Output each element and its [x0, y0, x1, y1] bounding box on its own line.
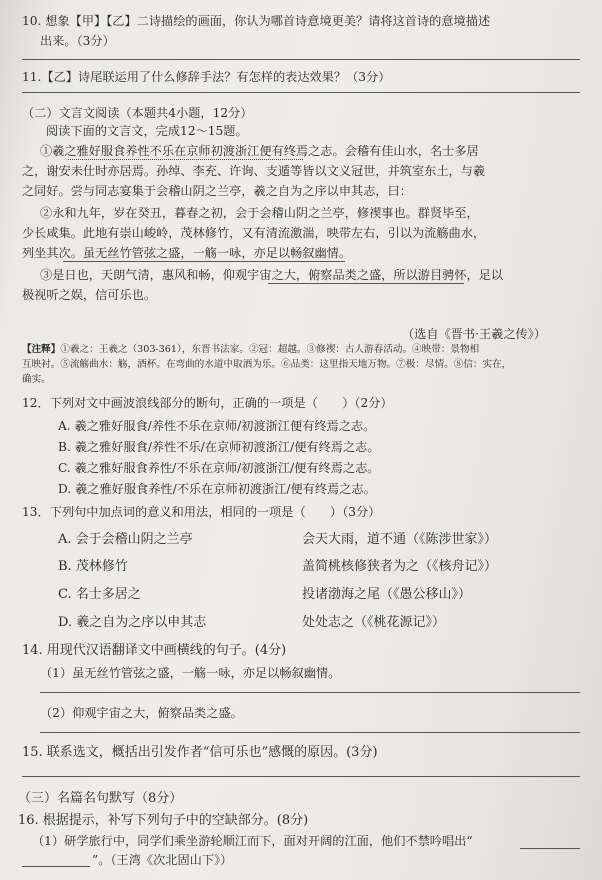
translation-underline-mark	[63, 261, 345, 262]
q16-item1-line2: ”。（王湾《次北固山下》）	[92, 853, 233, 867]
section3-title: （三）名篇名句默写（8分）	[18, 791, 183, 806]
answer-line	[22, 92, 580, 93]
passage-p1-line2: 之，谢安未仕时亦居焉。孙绰、李充、许询、支遁等皆以文义冠世，并筑室东土，与羲	[22, 164, 486, 178]
answer-line	[40, 692, 580, 693]
passage-p3-line1: ③是日也，天朗气清，惠风和畅，仰观宇宙之大，俯察品类之盛，所以游目骋怀，足以	[40, 268, 504, 282]
passage-p2-line2: 少长咸集。此地有崇山峻岭，茂林修竹，又有清流激湍，映带左右，引以为流觞曲水，	[22, 226, 486, 240]
wavy-underline-mark	[68, 159, 303, 160]
notes-label: 【注释】	[22, 344, 61, 355]
q13-stem: 13．下列句中加点词的意义和用法，相同的一项是（ ）（3分）	[22, 505, 381, 519]
q13-option-d-left: D. 羲之自为之序以申其志	[58, 615, 207, 630]
q12-stem: 12．下列对文中画波浪线部分的断句，正确的一项是（ ）（2分）	[22, 396, 393, 410]
notes-line1: ①羲之：王羲之（303-361），东晋书法家。②冠：超越。③修禊：古人游春活动。④映带：景物相	[60, 344, 480, 355]
q12-option-d: D. 羲之雅好服食养性/不乐在京师初渡浙江/便有终焉之志。	[58, 482, 376, 496]
passage-p2-line3: 列坐其次。虽无丝竹管弦之盛，一觞一咏，亦足以畅叙幽情。	[22, 246, 352, 260]
q14-item1: （1）虽无丝竹管弦之盛，一觞一咏，亦足以畅叙幽情。	[40, 666, 341, 680]
q12-option-c: C. 羲之雅好服食养性/不乐在京师/初渡浙江/便有终焉之志。	[58, 461, 380, 475]
blank-line	[22, 866, 90, 867]
passage-source: （选自《晋书·王羲之传》）	[402, 327, 547, 341]
q13-option-b-left: B. 茂林修竹	[58, 559, 128, 574]
q14-stem: 14. 用现代汉语翻译文中画横线的句子。(4分)	[22, 643, 287, 658]
q12-option-b: B. 羲之雅好服食/养性不乐/在京师初渡浙江/便有终焉之志。	[58, 440, 380, 454]
q14-item2: （2）仰观宇宙之大，俯察品类之盛。	[40, 706, 243, 720]
answer-line	[22, 59, 580, 60]
q13-option-d-right: 处处志之（《桃花源记》）	[302, 615, 446, 630]
q13-option-c-left: C. 名士多居之	[58, 587, 141, 602]
notes-line2: 互映衬。⑤流觞曲水：觞，酒杯。在弯曲的水道中取酒为乐。⑥品类：这里指天地万物。⑦极：尽情。⑧信：实在，	[22, 359, 512, 370]
passage-p1-line3: 之同好。尝与同志宴集于会稽山阴之兰亭，羲之自为之序以申其志，曰：	[22, 184, 412, 198]
translation-underline-mark	[268, 283, 464, 284]
notes-line3: 确实。	[22, 374, 51, 385]
q16-stem: 16. 根据提示，补写下列句子中的空缺部分。(8分)	[18, 813, 309, 828]
q13-option-a-right: 会天大雨，道不通（《陈涉世家》）	[302, 532, 498, 547]
section2-instruction: 阅读下面的文言文，完成12～15题。	[46, 124, 248, 138]
notes-block	[22, 344, 479, 356]
q15-stem: 15. 联系选文，概括出引发作者“信可乐也”感慨的原因。(3分)	[22, 745, 378, 760]
passage-p1-line1: ①羲之雅好服食养性不乐在京师初渡浙江便有终焉之志。会稽有佳山水，名士多居	[40, 144, 479, 158]
answer-line	[40, 732, 580, 733]
blank-line	[520, 848, 580, 849]
q10-line1: 10. 想象【甲】【乙】二诗描绘的画面，你认为哪首诗意境更美？请将这首诗的意境描述	[22, 14, 491, 28]
q16-item1-line1: （1）研学旅行中，同学们乘坐游轮顺江而下，面对开阔的江面，他们不禁吟唱出“	[32, 834, 473, 848]
q13-option-c-right: 投诸渤海之尾（《愚公移山》）	[302, 587, 472, 602]
q13-option-a-left: A. 会于会稽山阴之兰亭	[58, 532, 193, 547]
q11-stem: 11.【乙】诗尾联运用了什么修辞手法？有怎样的表达效果？（3分）	[22, 70, 391, 84]
passage-p2-line1: ②永和九年，岁在癸丑，暮春之初，会于会稽山阴之兰亭，修禊事也。群贤毕至，	[40, 206, 479, 220]
passage-p3-line2: 极视听之娱，信可乐也。	[22, 288, 157, 302]
q10-line2: 出来。（3分）	[40, 34, 115, 48]
q12-option-a: A. 羲之雅好服食/养性不乐在京师/初渡浙江便有终焉之志。	[58, 419, 376, 433]
q13-option-b-right: 盖简桃核修狭者为之（《核舟记》）	[302, 559, 498, 574]
answer-line	[22, 776, 580, 777]
section2-title: （二）文言文阅读（本题共4小题，12分）	[22, 106, 253, 120]
